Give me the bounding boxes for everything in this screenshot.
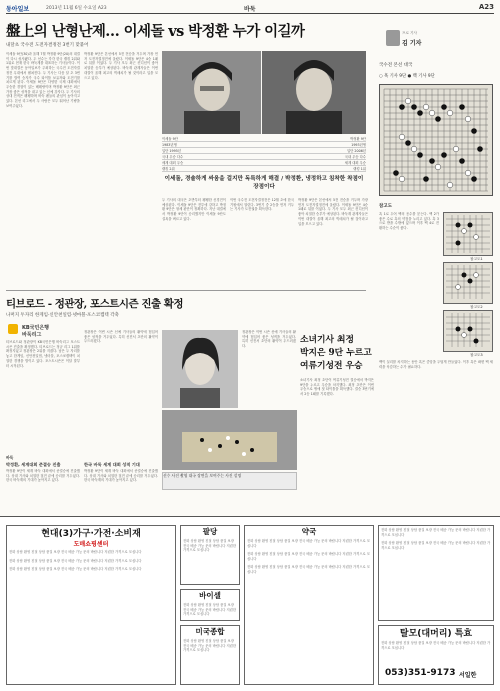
profile-cell: 입단 1995년 xyxy=(162,149,181,153)
second-subhead: 나머지 두자리 한게임·신안천일염·넷마블·포스코켐텍 각축 xyxy=(6,313,119,318)
main-subhead: 내달초 국수전 도전자결정전 3번기 맞붙어 xyxy=(6,43,89,48)
ad-furniture-text-2: 전화 상담 환영 친절 상담 품질 보장 전국 배송 가능 문의 바랍니다 저렴한 가격으로 모십니다 xyxy=(9,558,142,563)
ad-section xyxy=(0,516,500,691)
ad-furniture-title: 현대(3)가구·가전·소비재 xyxy=(41,529,141,539)
female-portrait-image xyxy=(162,330,238,408)
profile-cell: 1983년생 xyxy=(162,143,177,147)
go-board-diagram xyxy=(379,84,493,196)
ad-hair-text: 전화 상담 환영 친절 상담 품질 보장 전국 배송 가능 문의 바랍니다 저렴한 가격으로 모십니다 xyxy=(381,641,491,650)
profile-cell: 세계 대회 우승 xyxy=(162,161,184,165)
middle-body-3: 박정환 9단은 본선에서 5전 전승을 거두며 가장 먼저 도전자결정전에 올랐다. 이세돌 9단은 4승 1패로 뒤를 이었다. 두 기사 모두 최근 컨디션이 좋아 치열한 승부가 예상된다. 바둑계 관계자들은 이번 대결이 올해 최고의 빅매치가 될 것이라고 입을 모으고 있다. xyxy=(298,198,368,226)
second-body-col1: 티브로드와 정관장이 KB국민은행 바둑리그 포스트시즌 진출을 확정했다. 티브로드는 정규 리그 1위를 확정지었고 정관장은 2위를 지켰다. 남은 두 자리를 놓고 한게임, 신안천일염, 넷마블, 포스코켐텍이 치열한 경쟁을 벌이고 있다. 포스트시즌은 이달 말부터 시작된다. xyxy=(6,340,80,368)
profile-cell: 1993년생 xyxy=(351,143,366,147)
issue-date: 2013년 11월 6일 수요일 A23 xyxy=(46,6,107,11)
profile-cell: 박정환 9단 xyxy=(350,137,366,141)
middle-lower-body: 정관장은 이번 시즌 신예 기사들의 활약에 힘입어 좋은 성적을 거두었다. 특히 신진서 초단의 활약이 두드러졌다. xyxy=(242,330,296,349)
ref-diagram-2-image xyxy=(444,263,492,303)
brief-body-2: 박정환 9단이 세계 바둑 대회에서 준결승에 진출했다. 상대 기사와 치열한 접전 끝에 승리를 거두었다. 한국 바둑계의 기대가 높아지고 있다. xyxy=(84,469,158,483)
pull-quote: 이세돌, 경솔하게 싸움을 걸지만 독특하게 해결 / 박정환, 냉정하고 침착한 착점이 장점이다 xyxy=(164,176,364,190)
ad-usa xyxy=(180,625,240,685)
profile-cell: 세계 대회 우승 xyxy=(344,161,366,165)
commentary-text: 흑 1로 두어 백의 응수를 묻는다. 백 2가 좋은 수로 흑의 약점을 노리고 있다. 흑 3으로 받을 수밖에 없으며 이후 백 4로 전환하는 수순이 좋다. xyxy=(379,212,439,231)
second-headline: 티브로드 - 정관장, 포스트시즌 진출 확정 xyxy=(6,298,184,310)
page-header xyxy=(6,2,494,14)
game-players: ○ 흑 기사 9단 ● 백 기사 9단 xyxy=(379,74,435,79)
ref-diagram-3-label: 참고도3 xyxy=(470,353,483,357)
brief-headline-2: 한국 바둑 세계 대회 성적 기대 xyxy=(84,462,140,467)
portrait-2-image xyxy=(262,51,366,134)
second-body-col2: 정관장은 이번 시즌 신예 기사들의 활약에 힘입어 좋은 성적을 거두었다. 특히 신진서 초단의 활약이 두드러졌다. xyxy=(84,330,158,344)
sponsor-sub: 바둑리그 xyxy=(22,332,42,338)
ref-diagram-3-image xyxy=(444,311,492,351)
middle-body-2: 이번 국수전 도전자결정전은 12월 초에 한국기원에서 열린다. 3번기 중 2승을 먼저 거두는 기사가 도전권을 획득한다. xyxy=(230,198,294,212)
ref-diagram-3 xyxy=(443,310,493,352)
profile-row xyxy=(162,166,366,172)
kb-logo-icon xyxy=(8,324,18,334)
ad-hair-sub: 서일한 xyxy=(459,672,477,679)
portrait-1-image xyxy=(162,51,261,134)
ad-pharmacy-text-3: 전화 상담 환영 친절 상담 품질 보장 전국 배송 가능 문의 바랍니다 저렴한 가격으로 모십니다 xyxy=(247,565,370,574)
player-photo-1 xyxy=(162,51,261,134)
profile-table xyxy=(162,136,366,172)
profile-cell: 랭킹 1위 xyxy=(353,167,366,171)
columnist-avatar xyxy=(386,30,400,46)
columnist-title: 프로 기사 xyxy=(402,31,418,35)
page-number: A23 xyxy=(478,3,494,11)
player-photo-2 xyxy=(262,51,366,134)
profile-cell: 이세돌 9단 xyxy=(162,137,178,141)
brief-body-1: 박정환 9단이 세계 바둑 대회에서 준결승에 진출했다. 상대 기사와 치열한 접전 끝에 승리를 거두었다. 한국 바둑계의 기대가 높아지고 있다. xyxy=(6,469,80,483)
ad-bysell xyxy=(180,589,240,621)
game-photo-image xyxy=(162,410,297,470)
third-headline-line1: 소녀기사 최정 xyxy=(300,335,355,345)
ad-hair xyxy=(378,625,494,685)
ref-diagram-2 xyxy=(443,262,493,304)
ad-paldang-text: 전화 상담 환영 친절 상담 품질 보장 전국 배송 가능 문의 바랍니다 저렴한 가격으로 모십니다 xyxy=(183,539,237,552)
ad-furniture-sub: 도매쇼핑센터 xyxy=(73,541,109,548)
right-lower-body: 백이 실리를 차지하는 동안 흑은 중앙을 두텁게 만들었다. 이후 흑은 좌변 백 세력을 삭감하는 수가 필요하다. xyxy=(379,360,493,369)
ad-furniture-text-3: 전화 상담 환영 친절 상담 품질 보장 전국 배송 가능 문의 바랍니다 저렴한 가격으로 모십니다 xyxy=(9,567,142,571)
main-body-col1: 이세돌 9단(30)과 올해 7월 박정환 9단(20)의 대결이 다시 성사됐다. 두 선수는 각각 한국 랭킹 2위와 1위로 현재 한국 바둑계를 대표하는 기사들이다. 이번 맞대결은 동아일보가 주최하는 국수전 도전자결정전 무대에서 펼쳐진다. 두 기사는 다음 달 초 3번기를 벌여 승자가 국수 타이틀 보유자와 도전기를 치르게 된다. 이세돌 9단은 다양한 국제 대회에서 우승한 경험이 있는 베테랑이며 박정환 9단은 최근 가장 좋은 성적을 내고 있는 신예 강자다. 두 기사의 상대 전적은 팽팽하며 바둑 팬들의 관심이 높아지고 있다. 본선 리그에서 두 사람은 모두 뛰어난 기량을 보여주었다. xyxy=(6,52,80,108)
go-board-image xyxy=(380,85,492,195)
columnist-name: 김 기자 xyxy=(402,40,422,47)
ad-hair-phone: 053)351-9173 xyxy=(385,668,456,678)
ad-grid-text-2: 전화 상담 환영 친절 상담 품질 보장 전국 배송 가능 문의 바랍니다 저렴한 가격으로 모십니다 xyxy=(381,541,491,550)
ad-bysell-text: 전화 상담 환영 친절 상담 품질 보장 전국 배송 가능 문의 바랍니다 저렴한 가격으로 모십니다 xyxy=(183,603,237,616)
ad-pharmacy-text: 전화 상담 환영 친절 상담 품질 보장 전국 배송 가능 문의 바랍니다 저렴한 가격으로 모십니다 xyxy=(247,539,370,548)
ad-grid xyxy=(378,525,494,621)
section-title: 바둑 xyxy=(244,6,256,13)
profile-cell: 입단 2006년 xyxy=(347,149,366,153)
brief-headline-1: 박정환, 세계대회 준결승 진출 xyxy=(6,462,61,467)
ad-furniture xyxy=(6,525,176,685)
ad-paldang xyxy=(180,525,240,585)
profile-cell: 국내 우승 다수 xyxy=(162,155,184,159)
middle-body-1: 두 기사의 대국은 초반부터 팽팽한 신경전이 예상된다. 이세돌 9단은 전투에 강하고 박정환 9단은 형세 판단이 정확하다. 지난 대결에서 박정환 9단이 승리했지만 이세돌 9단도 설욕을 벼르고 있다. xyxy=(162,198,226,221)
ad-furniture-text: 전화 상담 환영 친절 상담 품질 보장 전국 배송 가능 문의 바랍니다 저렴한 가격으로 모십니다 xyxy=(9,550,142,554)
ad-pharmacy xyxy=(244,525,374,685)
ad-pharmacy-title: 약국 xyxy=(301,527,317,536)
third-headline-line2: 박지은 9단 누르고 xyxy=(300,348,372,358)
game-photo xyxy=(162,410,297,470)
third-headline xyxy=(300,334,376,373)
ad-grid-text: 전화 상담 환영 친절 상담 품질 보장 전국 배송 가능 문의 바랍니다 저렴한 가격으로 모십니다 xyxy=(381,528,491,537)
ref-diagram-1 xyxy=(443,212,493,256)
brief-tag: 바둑 xyxy=(6,455,14,460)
sponsor-name: KB국민은행 xyxy=(22,325,50,331)
third-body-col1: 소녀기사 최정 초단이 여류기성전 결승에서 박지은 9단을 누르고 우승을 차지했다. 최정 초단은 이번 우승으로 생애 첫 타이틀을 획득했다. 결승 3번기에서 2승 1패를 기록했다. xyxy=(300,378,374,397)
section-divider xyxy=(6,290,366,291)
ad-bysell-title: 바이셀 xyxy=(199,591,221,600)
main-body-col2: 박정환 9단은 본선에서 5전 전승을 거두며 가장 먼저 도전자결정전에 올랐다. 이세돌 9단은 4승 1패로 뒤를 이었다. 두 기사 모두 최근 컨디션이 좋아 치열한 승부가 예상된다. 바둑계 관계자들은 이번 대결이 올해 최고의 빅매치가 될 것이라고 입을 모으고 있다. xyxy=(84,52,158,80)
ad-pharmacy-text-2: 전화 상담 환영 친절 상담 품질 보장 전국 배송 가능 문의 바랍니다 저렴한 가격으로 모십니다 xyxy=(247,552,370,561)
ref-diagram-1-label: 참고도1 xyxy=(470,257,483,261)
sponsor-label xyxy=(22,324,49,338)
profile-cell: 랭킹 2위 xyxy=(162,167,175,171)
ref-diagram-1-image xyxy=(444,213,492,255)
photo-caption: 선수 사진 촬영 대국 장면을 보여주는 사진 설명 xyxy=(162,472,297,490)
third-headline-line3: 여류기성전 우승 xyxy=(300,361,363,371)
profile-cell: 국내 우승 다수 xyxy=(344,155,366,159)
ad-paldang-title: 팔당 xyxy=(202,527,218,536)
game-title: 국수전 본선 대국 xyxy=(379,63,413,68)
subsection-title: 참고도 xyxy=(379,204,393,209)
ref-diagram-2-label: 참고도2 xyxy=(470,305,483,309)
ad-usa-text: 전화 상담 환영 친절 상담 품질 보장 전국 배송 가능 문의 바랍니다 저렴한 가격으로 모십니다 xyxy=(183,639,237,652)
ad-hair-title: 탈모(대머리) 특효 xyxy=(399,629,473,639)
main-headline: 盤上의 난형난제… 이세돌 vs 박정환 누가 이길까 xyxy=(6,23,305,40)
female-player-photo xyxy=(162,330,238,408)
newspaper-logo: 동아일보 xyxy=(6,6,30,13)
ad-usa-title: 미국종합 xyxy=(195,627,225,636)
